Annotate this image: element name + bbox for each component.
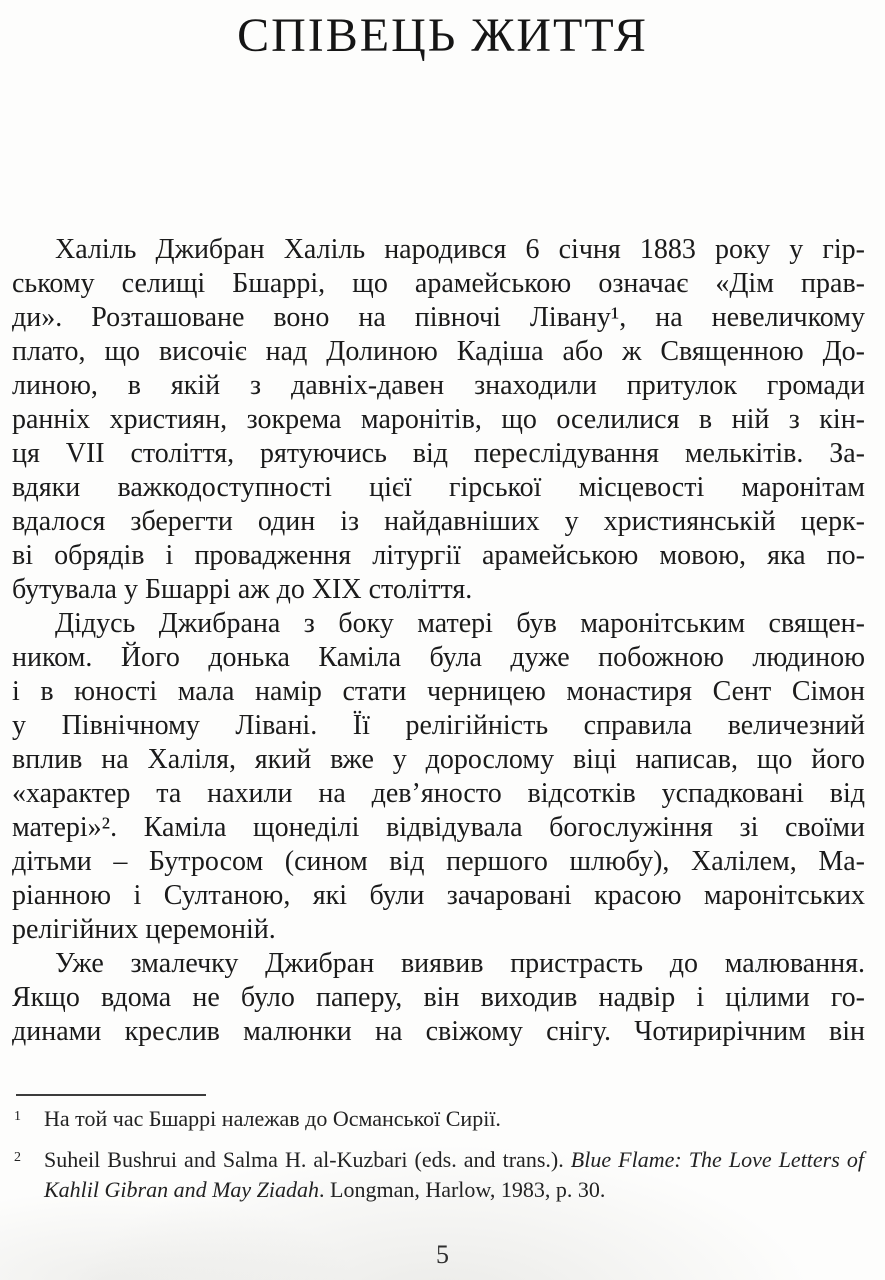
body-line: Уже змалечку Джибран виявив пристрасть до малювання.: [55, 948, 865, 979]
body-line: вдалося зберегти один із найдавніших у християнській церк-: [12, 506, 865, 537]
footnote-text-italic: Blue Flame: The Love Letters of Kahlil Gibran and May Ziadah: [44, 1147, 864, 1202]
body-line: Якщо вдома не було паперу, він виходив надвір і цілими го-: [12, 982, 865, 1013]
footnote-text-plain: . Longman, Harlow, 1983, p. 30.: [319, 1177, 606, 1202]
footnote-1: [14, 1104, 864, 1134]
body-line: бутувала у Бшаррі аж до XIX століття.: [12, 574, 473, 605]
body-line: вдяки важкодоступності цієї гірської місцевості маронітам: [12, 472, 865, 503]
footnote-2: [14, 1145, 864, 1205]
body-line: ди». Розташоване воно на півночі Лівану¹, на невеличкому: [12, 302, 865, 333]
footnote-separator: [16, 1094, 206, 1096]
body-line: ському селищі Бшаррі, що арамейською означає «Дім прав-: [12, 268, 865, 299]
page-number: 5: [436, 1240, 449, 1269]
body-line: Дідусь Джибрана з боку матері був маронітським священ-: [55, 608, 865, 639]
body-line: дітьми – Бутросом (сином від першого шлюбу), Халілем, Ма-: [12, 846, 865, 877]
footnote-text-plain: Suheil Bushrui and Salma H. al-Kuzbari (eds. and trans.).: [44, 1147, 571, 1172]
body-line: релігійних церемоній.: [12, 914, 276, 945]
body-line: ріанною і Султаною, які були зачаровані красою маронітських: [12, 880, 865, 911]
footnotes: [14, 1104, 864, 1216]
body-line: ранніх християн, зокрема маронітів, що оселилися в ній з кін-: [12, 404, 865, 435]
body-line: і в юності мала намір стати черницею монастиря Сент Сімон: [12, 676, 865, 707]
body-line: динами креслив малюнки на свіжому снігу. Чотирирічним він: [12, 1016, 865, 1047]
body-line: ником. Його донька Каміла була дуже побожною людиною: [12, 642, 865, 673]
footnote-text: На той час Бшаррі належав до Османської Сирії.: [44, 1106, 501, 1131]
body-line: ві обрядів і провадження літургії арамейською мовою, яка по-: [12, 540, 865, 571]
footnote-marker: 1: [14, 1109, 21, 1124]
body-line: «характер та нахили на дев’яносто відсотків успадковані від: [12, 778, 865, 809]
body-line: вплив на Халіля, який вже у дорослому віці написав, що його: [12, 744, 865, 775]
footnote-marker: 2: [14, 1150, 21, 1165]
body-line: ця VII століття, рятуючись від переслідування мелькітів. За-: [12, 438, 865, 469]
body-line: Халіль Джибран Халіль народився 6 січня 1883 року у гір-: [55, 234, 865, 265]
body-text: [12, 233, 865, 1049]
body-line: у Північному Лівані. Її релігійність справила величезний: [12, 710, 865, 741]
footnote-text: [44, 1145, 864, 1205]
body-line: матері»². Каміла щонеділі відвідувала богослужіння зі своїми: [12, 812, 865, 843]
page-title: СПІВЕЦЬ ЖИТТЯ: [237, 9, 648, 62]
body-line: линою, в якій з давніх-давен знаходили притулок громади: [12, 370, 865, 401]
body-line: плато, що височіє над Долиною Кадіша або ж Священною До-: [12, 336, 865, 367]
